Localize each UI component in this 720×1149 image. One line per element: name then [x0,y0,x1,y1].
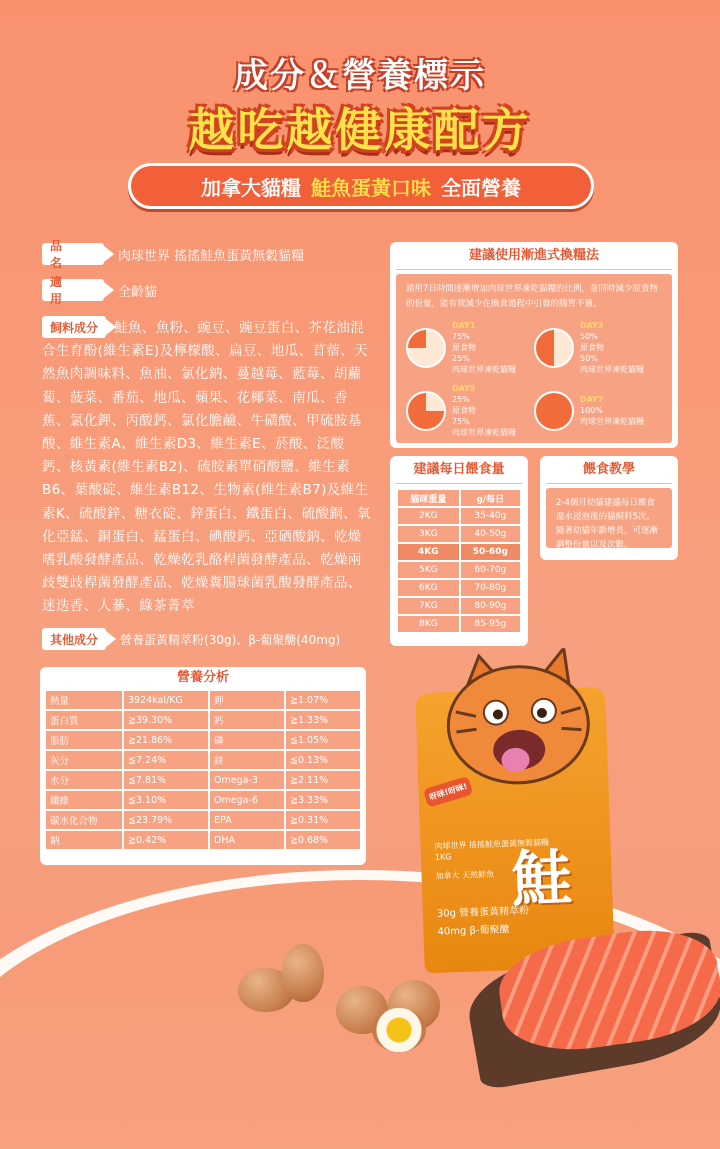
bag-origin-text: 加拿大 天然鮮魚 [435,869,495,881]
nutrition-cell: 磷 [209,730,285,750]
switch-guide-days [406,320,662,438]
feeding-tips-text: 2-4個月幼貓建議每日餵食溫水浸泡後的貓飼料5次。隨著幼貓年齡增長，可逐漸調整份量以及次數。 [546,488,672,548]
nutrition-cell: 纖維 [45,790,123,810]
nutrition-row [45,790,361,810]
nutrition-cell: 鎂 [209,750,285,770]
feed-cell: 4KG [397,543,460,561]
bag-badge-2: 40mg β-葡聚醣 [437,924,510,938]
nutrition-cell: ≦7.24% [123,750,209,770]
nutrition-cell: 熱量 [45,690,123,710]
ingredients-value: 鮭魚、魚粉、豌豆、豌豆蛋白、芥花油混合生育酚(維生素E)及檸檬酸、扁豆、地瓜、苜蓿、天然魚肉調味料、魚油、氯化鈉、蔓越莓、藍莓、胡蘿蔔、菠菜、番茄、地瓜、蘋果、花椰菜、南瓜、香蕉、氯化鉀、丙酸鈣、氯化膽鹼、牛磺酸、甲硫胺基酸、維生素A、維生素D3、維生素E、菸酸、泛酸鈣、核黃素(維生素B2)、硫胺素單硝酸鹽、維生素B6、葉酸碇、維生素B12、生物素(維生素B7)及維生素K、硫酸鋅、糖衣碇、鋅蛋白、鐵蛋白、硫酸銅、氧化亞錳、銅蛋白、錳蛋白、碘酸鈣、亞硒酸鈉、乾燥嗜乳酸發酵產品、乾燥乾乳酪桿菌發酵產品、乾燥兩歧雙歧桿菌發酵產品、乾燥糞腸球菌乳酸發酵產品、迷迭香、人蔘、綠茶菁萃 [42,320,371,615]
switch-day-day: DAY7 [580,395,604,404]
daily-feed-table [396,488,522,634]
daily-feed-card [390,456,528,646]
product-name-label: 品 名 [42,243,104,265]
feed-cell: 7KG [397,597,460,615]
feed-cell: 8KG [397,615,460,633]
switch-day [534,320,662,375]
feed-col-weight: 貓咪重量 [397,489,460,507]
nutrition-cell: ≧2.11% [285,770,361,790]
switch-day-a-label: 原食物 [452,406,476,415]
nutrition-cell: ≧1.07% [285,690,361,710]
switch-day-label [452,320,516,375]
nutrition-cell: 脂肪 [45,730,123,750]
subtitle-prefix: 加拿大貓糧 [201,175,301,200]
nutrition-row [45,730,361,750]
nutrition-cell: ≧39.30% [123,710,209,730]
nutrition-cell: Omega-6 [209,790,285,810]
section-title: 成分＆營養標示 [234,56,486,96]
switch-day-day: DAY1 [452,321,476,330]
nutrition-cell: DHA [209,830,285,850]
nutrition-row [45,810,361,830]
feed-cell: 85-95g [460,615,521,633]
nutrition-cell: ≧1.33% [285,710,361,730]
switch-day-day: DAY5 [452,384,476,393]
other-ingredients-row [42,628,340,650]
switch-day-b-label: 肉球世界凍乾貓糧 [580,365,644,374]
switch-day-b: 25% [452,354,470,363]
nutrition-row [45,770,361,790]
feed-row [397,615,521,633]
switch-day-a-label: 原食物 [580,343,604,352]
daily-feed-title: 建議每日餵食量 [396,456,522,484]
switch-guide-text: 請用7日時間逐漸增加肉球世界凍乾貓糧的比例，並同時減少原食物的份量，能有效減少在換食過程中引發的腸胃不適。 [406,284,658,309]
switch-day-label [580,394,644,427]
nutrition-cell: ≧21.86% [123,730,209,750]
nutrition-cell: ≧0.31% [285,810,361,830]
feed-row [397,561,521,579]
nutrition-table [44,689,362,851]
headline: 越吃越健康配方 [188,103,532,157]
bag-badge-1: 30g 營養蛋黃精萃粉 [436,905,530,920]
feed-row [397,579,521,597]
bag-weight-text: 1KG [434,852,452,862]
nutrition-title: 營養分析 [176,670,229,685]
switch-day-b-label: 肉球世界凍乾貓糧 [580,417,644,426]
feed-cell: 50-60g [460,543,521,561]
bag-name-text: 肉球世界 搖搖鮭魚蛋黃無穀貓糧 [434,837,550,851]
suitable-value: 全齡貓 [118,284,158,300]
switch-day-b: 50% [580,354,598,363]
subtitle-suffix: 全面營養 [441,175,521,200]
ratio-pie-icon [534,328,574,368]
nutrition-cell: ≧0.68% [285,830,361,850]
switch-day-day: DAY3 [580,321,604,330]
nutrition-cell: EPA [209,810,285,830]
nutrition-cell: 碳水化合物 [45,810,123,830]
nutrition-cell: ≦1.05% [285,730,361,750]
nutrition-cell: 水分 [45,770,123,790]
suitable-label: 適 用 [42,279,104,301]
nutrition-cell: ≧0.42% [123,830,209,850]
switch-day-a: 75% [452,332,470,341]
feed-cell: 80-90g [460,597,521,615]
ingredients-text [42,317,372,619]
nutrition-cell: 鈉 [45,830,123,850]
nutrition-cell: ≧3.33% [285,790,361,810]
feeding-tips-title: 餵食教學 [546,456,672,484]
nutrition-cell: 蛋白質 [45,710,123,730]
nutrition-cell: Omega-3 [209,770,285,790]
switch-day-b: 100% [580,406,603,415]
switch-day-b-label: 肉球世界凍乾貓糧 [452,365,516,374]
product-name-row [42,239,305,270]
ratio-pie-icon [406,328,446,368]
nutrition-cell: ≦7.81% [123,770,209,790]
switch-day-label [452,383,516,438]
nutrition-cell: ≦23.79% [123,810,209,830]
feed-cell: 3KG [397,525,460,543]
feed-cell: 40-50g [460,525,521,543]
nutrition-cell: 3924kal/KG [123,690,209,710]
ingredients-label: 飼料成分 [42,316,106,338]
switch-day-label [580,320,644,375]
nutrition-cell: ≦0.13% [285,750,361,770]
feed-row [397,543,521,561]
nutrition-cell: ≦3.10% [123,790,209,810]
feeding-tips-card [540,456,678,560]
nutrition-cell: 灰分 [45,750,123,770]
product-name-value: 肉球世界 搖搖鮭魚蛋黃無穀貓糧 [118,248,305,264]
nutrition-row [45,830,361,850]
switch-day [534,383,662,438]
feed-cell: 60-70g [460,561,521,579]
suitable-row [42,275,158,306]
feed-col-grams: g/每日 [460,489,521,507]
feed-cell: 35-40g [460,507,521,525]
nutrition-row [45,750,361,770]
nutrition-analysis [40,667,366,865]
switch-day [406,320,534,375]
switch-day-a-label: 原食物 [452,343,476,352]
nutrition-cell: 鈣 [209,710,285,730]
other-ingredients-value: 營養蛋黃精萃粉(30g)、β-葡聚醣(40mg) [120,632,341,647]
switch-day-b-label: 肉球世界凍乾貓糧 [452,428,516,437]
switch-day [406,383,534,438]
subtitle-highlight: 鮭魚蛋黃口味 [311,175,431,200]
feed-cell: 5KG [397,561,460,579]
bag-speech: 呀咪!呀咪! [423,776,474,808]
switch-day-b: 75% [452,417,470,426]
bag-big-character: 鮭 [510,843,573,916]
feed-row [397,507,521,525]
switch-day-a: 25% [452,395,470,404]
nutrition-row [45,710,361,730]
cracked-egg-yolk-image [372,1008,426,1052]
feed-row [397,597,521,615]
switch-guide-title: 建議使用漸進式換糧法 [396,242,672,270]
product-bag-image [415,687,615,973]
nutrition-cell: 鉀 [209,690,285,710]
feed-row [397,525,521,543]
ratio-pie-icon [406,391,446,431]
switch-day-a: 50% [580,332,598,341]
egg-image [282,944,324,1002]
switch-guide-card [390,242,678,448]
feed-cell: 70-80g [460,579,521,597]
nutrition-row [45,690,361,710]
ratio-pie-icon [534,391,574,431]
switch-guide-body [396,274,672,443]
other-ingredients-label: 其他成分 [42,628,106,650]
subtitle-pill [128,163,594,209]
feed-cell: 6KG [397,579,460,597]
feed-cell: 2KG [397,507,460,525]
